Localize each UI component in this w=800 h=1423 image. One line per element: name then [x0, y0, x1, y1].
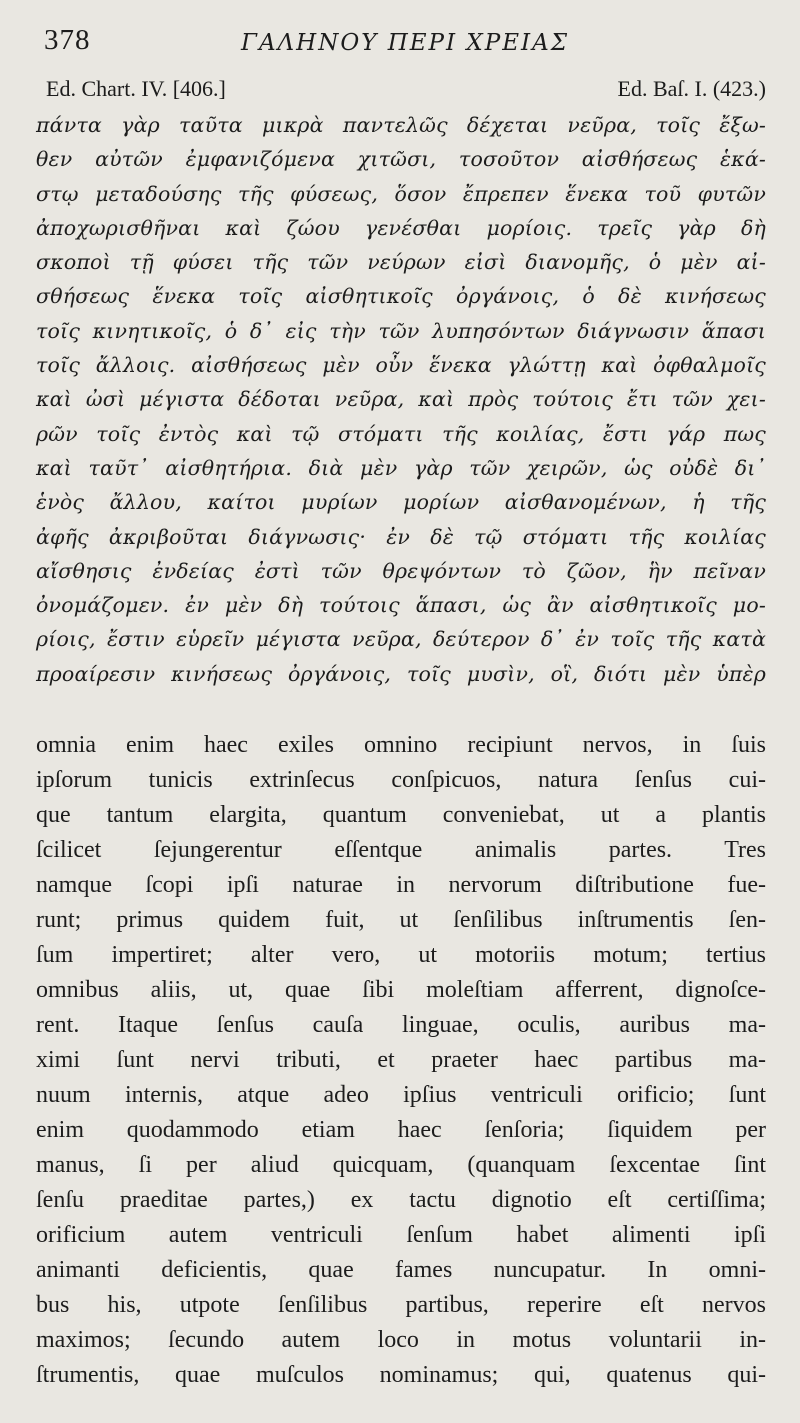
latin-text-line: ſtrumentis, quae muſculos nominamus; qui, quatenus qui-: [36, 1362, 766, 1388]
greek-text-line: προαίρεσιν κινήσεως ὀργάνοις, τοῖς μυσὶν, οἳ, διότι μὲν ὑπὲρ: [36, 661, 766, 686]
latin-text-line: ſum impertiret; alter vero, ut motoriis motum; tertius: [36, 942, 766, 968]
greek-text-line: καὶ ταῦτ᾽ αἰσθητήρια. διὰ μὲν γὰρ τῶν χειρῶν, ὡς οὐδὲ δι᾽: [36, 455, 766, 480]
latin-text-line: manus, ſi per aliud quicquam, (quanquam ſexcentae ſint: [36, 1152, 766, 1178]
greek-text-line: αἴσθησις ἐνδείας ἐστὶ τῶν θρεψόντων τὸ ζῶον, ἣν πεῖναν: [36, 558, 766, 583]
greek-text-line: ὀνομάζομεν. ἐν μὲν δὴ τούτοις ἅπασι, ὡς ἂν αἰσθητικοῖς μο-: [36, 593, 766, 618]
latin-text-line: ſcilicet ſejungerentur eſſentque animalis partes. Tres: [36, 837, 766, 863]
latin-text-line: ſenſu praeditae partes,) ex tactu dignotio eſt certiſſima;: [36, 1187, 766, 1213]
greek-text-line: ρῶν τοῖς ἐντὸς καὶ τῷ στόματι τῆς κοιλίας, ἔστι γάρ πως: [36, 421, 766, 446]
latin-text-line: ximi ſunt nervi tributi, et praeter haec partibus ma-: [36, 1047, 766, 1073]
greek-text-line: στῳ μεταδούσης τῆς φύσεως, ὅσον ἔπρεπεν ἕνεκα τοῦ φυτῶν: [36, 181, 766, 206]
greek-text-block: [36, 108, 766, 691]
greek-text-line: σθήσεως ἕνεκα τοῖς αἰσθητικοῖς ὀργάνοις, ὁ δὲ κινήσεως: [36, 284, 766, 309]
greek-text-line: πάντα γὰρ ταῦτα μικρὰ παντελῶς δέχεται νεῦρα, τοῖς ἔξω-: [36, 113, 766, 137]
latin-text-line: enim quodammodo etiam haec ſenſoria; ſiquidem per: [36, 1117, 766, 1143]
page-number: 378: [44, 24, 91, 56]
edition-reference-basel: Ed. Baſ. I. (423.): [617, 76, 766, 101]
greek-text-line: ρίοις, ἔστιν εὑρεῖν μέγιστα νεῦρα, δεύτερον δ᾽ ἐν τοῖς τῆς κατὰ: [36, 627, 766, 652]
page-header: [40, 24, 770, 64]
greek-text-line: τοῖς ἄλλοις. αἰσθήσεως μὲν οὖν ἕνεκα γλώττῃ καὶ ὀφθαλμοῖς: [36, 353, 766, 378]
greek-text-line: σκοποὶ τῇ φύσει τῆς τῶν νεύρων εἰσὶ διανομῆς, ὁ μὲν αἰ-: [36, 250, 766, 275]
greek-text-line: ἑνὸς ἄλλου, καίτοι μυρίων μορίων αἰσθανομένων, ἡ τῆς: [36, 490, 766, 515]
greek-text-line: τοῖς κινητικοῖς, ὁ δ᾽ εἰς τὴν τῶν λυπησόντων διάγνωσιν ἅπασι: [36, 318, 766, 343]
latin-text-line: omnia enim haec exiles omnino recipiunt nervos, in ſuis: [36, 732, 766, 758]
greek-text-line: ἀφῆς ἀκριβοῦται διάγνωσις· ἐν δὲ τῷ στόματι τῆς κοιλίας: [36, 524, 766, 549]
latin-text-line: animanti deficientis, quae fames nuncupatur. In omni-: [36, 1257, 766, 1283]
latin-text-line: orificium autem ventriculi ſenſum habet alimenti ipſi: [36, 1222, 766, 1248]
latin-text-line: nuum internis, atque adeo ipſius ventriculi orificio; ſunt: [36, 1082, 766, 1108]
latin-text-line: bus his, utpote ſenſilibus partibus, reperire eſt nervos: [36, 1292, 766, 1318]
running-title: ΓΑΛΗΝΟΥ ΠΕΡΙ ΧΡΕΙΑΣ: [240, 30, 570, 56]
edition-references: [38, 76, 766, 106]
greek-text-line: ἀποχωρισθῆναι καὶ ζώου γενέσθαι μορίοις. τρεῖς γὰρ δὴ: [36, 215, 766, 240]
latin-text-line: ipſorum tunicis extrinſecus conſpicuos, natura ſenſus cui-: [36, 767, 766, 793]
latin-text-line: runt; primus quidem fuit, ut ſenſilibus inſtrumentis ſen-: [36, 907, 766, 933]
latin-text-block: [36, 728, 766, 1393]
latin-text-line: namque ſcopi ipſi naturae in nervorum diſtributione fue-: [36, 872, 766, 898]
latin-text-line: que tantum elargita, quantum conveniebat, ut a plantis: [36, 802, 766, 828]
latin-text-line: omnibus aliis, ut, quae ſibi moleſtiam afferrent, dignoſce-: [36, 977, 766, 1003]
greek-text-line: θεν αὐτῶν ἐμφανιζόμενα χιτῶσι, τοσοῦτον αἰσθήσεως ἑκά-: [36, 147, 766, 172]
greek-text-line: καὶ ὠσὶ μέγιστα δέδοται νεῦρα, καὶ πρὸς τούτοις ἔτι τῶν χει-: [36, 387, 766, 412]
edition-reference-chart: Ed. Chart. IV. [406.]: [46, 76, 226, 101]
latin-text-line: rent. Itaque ſenſus cauſa linguae, oculis, auribus ma-: [36, 1012, 766, 1038]
latin-text-line: maximos; ſecundo autem loco in motus voluntarii in-: [36, 1327, 766, 1353]
